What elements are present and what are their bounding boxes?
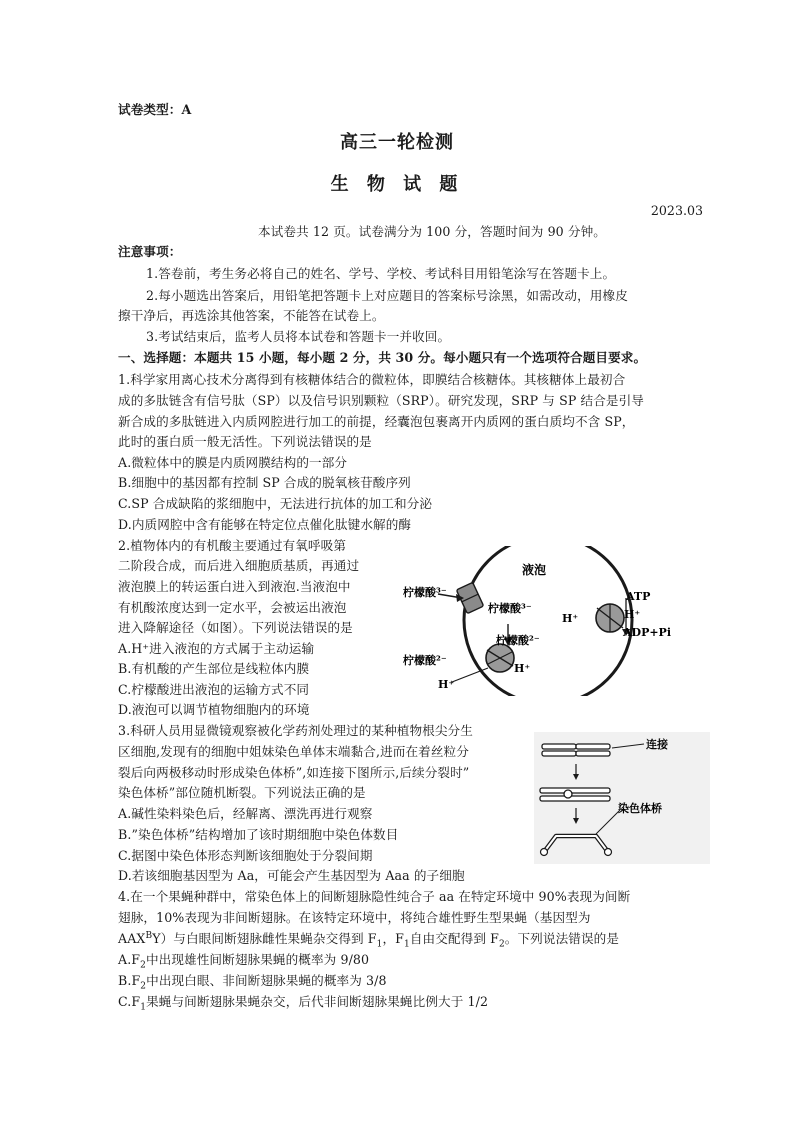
- q3-stem-line-3: 裂后向两极移动时形成染色体桥”,如连接下图所示,后续分裂时”: [118, 765, 470, 780]
- paper-type: 试卷类型：A: [118, 102, 192, 117]
- q2-option-a: A.H⁺进入液泡的方式属于主动运输: [118, 641, 315, 656]
- bridge-label: 染色体桥: [618, 802, 662, 815]
- h-ion-label-right: H⁺: [624, 608, 641, 621]
- q4-stem-line-1: 4.在一个果蝇种群中，常染色体上的间断翅脉隐性纯合子 aa 在特定环境中 90%表现为间断: [118, 889, 631, 904]
- note-item-3: 3.考试结束后，监考人员将本试卷和答题卡一并收回。: [146, 329, 451, 344]
- adp-label: ADP+Pi: [623, 626, 672, 639]
- q3-option-d: D.若该细胞基因型为 Aa，可能会产生基因型为 Aaa 的子细胞: [118, 868, 465, 883]
- q2-option-c: C.柠檬酸进出液泡的运输方式不同: [118, 682, 310, 697]
- q4-stem-line-2: 翅脉，10%表现为非间断翅脉。在该特定环境中，将纯合雄性野生型果蝇（基因型为: [118, 910, 591, 925]
- citrate2-in-label: 柠檬酸²⁻: [496, 634, 540, 647]
- exam-title: 高三一轮检测: [340, 132, 454, 153]
- q2-stem-line-2: 二阶段合成，而后进入细胞质基质，再通过: [118, 558, 360, 573]
- connect-label: 连接: [646, 738, 668, 751]
- h-ion-label-center: H⁺: [562, 612, 579, 625]
- q1-option-d: D.内质网腔中含有能够在特定位点催化肽键水解的酶: [118, 517, 412, 532]
- note-item-2a: 2.每小题选出答案后，用铅笔把答题卡上对应题目的答案标号涂黑，如需改动，用橡皮: [146, 288, 628, 303]
- q2-stem-line-4: 有机酸浓度达到一定水平，会被运出液泡: [118, 600, 347, 615]
- notes-heading: 注意事项：: [118, 244, 182, 259]
- exam-info: 本试卷共 12 页。试卷满分为 100 分，答题时间为 90 分钟。: [258, 224, 606, 239]
- q1-stem-line-2: 成的多肽链含有信号肽（SP）以及信号识别颗粒（SRP）。研究发现，SRP 与 SP 结合是引导: [118, 393, 644, 408]
- q2-stem-line-1: 2.植物体内的有机酸主要通过有氧呼吸第: [118, 538, 347, 553]
- q2-option-d: D.液泡可以调节植物细胞内的环境: [118, 702, 310, 717]
- citrate3-in-label: 柠檬酸³⁻: [488, 602, 532, 615]
- q1-option-a: A.微粒体中的膜是内质网膜结构的一部分: [118, 455, 348, 470]
- note-item-1: 1.答卷前，考生务必将自己的姓名、学号、学校、考试科目用铅笔涂写在答题卡上。: [146, 266, 616, 281]
- vacuole-label: 液泡: [522, 563, 547, 577]
- q1-option-b: B.细胞中的基因都有控制 SP 合成的脱氧核苷酸序列: [118, 475, 411, 490]
- note-item-2b: 擦干净后，再选涂其他答案，不能答在试卷上。: [118, 308, 385, 323]
- q1-stem-line-4: 此时的蛋白质一般无活性。下列说法错误的是: [118, 434, 372, 449]
- q4-option-a: $A.F_2$中出现雄性间断翅脉果蝇的概率为 9/80: [118, 952, 370, 971]
- q3-stem-line-1: 3.科研人员用显微镜观察被化学药剂处理过的某种植物根尖分生: [118, 723, 473, 738]
- q1-option-c: C.SP 合成缺陷的浆细胞中，无法进行抗体的加工和分泌: [118, 496, 433, 511]
- q3-option-c: C.据图中染色体形态判断该细胞处于分裂间期: [118, 848, 373, 863]
- q3-stem-line-4: 染色体桥”部位随机断裂。下列说法正确的是: [118, 785, 366, 800]
- h-ion-label-bottom-in: H⁺: [514, 662, 531, 675]
- q2-option-b: B.有机酸的产生部位是线粒体内膜: [118, 661, 310, 676]
- citrate3-out-label: 柠檬酸³⁻: [403, 586, 447, 599]
- q4-option-c: $C.F_1$果蝇与间断翅脉果蝇杂交，后代非间断翅脉果蝇比例大于 1/2: [118, 994, 489, 1013]
- chromosome-diagram: [534, 732, 710, 864]
- q4-stem-line-3: $AAX^BY$）与白眼间断翅脉雌性果蝇杂交得到 $F_1$，$F_1$自由交配得到 $F_2$。下列说法错误的是: [118, 930, 620, 950]
- vacuole-diagram: [398, 546, 686, 696]
- h-ion-label-bottom-out: H⁺: [438, 678, 455, 691]
- subject-title: 生 物 试 题: [330, 174, 464, 195]
- q3-option-b: B.”染色体桥”结构增加了该时期细胞中染色体数目: [118, 827, 399, 842]
- antiporter-icon: [486, 644, 514, 672]
- q2-stem-line-3: 液泡膜上的转运蛋白进入到液泡.当液泡中: [118, 579, 351, 594]
- vacuole-figure: [398, 546, 686, 696]
- atp-label: ATP: [626, 590, 651, 603]
- q3-option-a: A.碱性染料染色后，经解离、漂洗再进行观察: [118, 806, 373, 821]
- chromosome-bridge-figure: [534, 732, 710, 864]
- q1-stem-line-1: 1.科学家用离心技术分离得到有核糖体结合的微粒体，即膜结合核糖体。其核糖体上最初合: [118, 372, 626, 387]
- section-heading: 一、选择题：本题共 15 小题，每小题 2 分，共 30 分。每小题只有一个选项符合题目要求。: [118, 350, 647, 365]
- q1-stem-line-3: 新合成的多肽链进入内质网腔进行加工的前提，经囊泡包裹离开内质网的蛋白质均不含 SP，: [118, 414, 635, 429]
- atp-pump-icon: [596, 604, 624, 632]
- citrate2-out-label: 柠檬酸²⁻: [403, 654, 447, 667]
- exam-date: 2023.03: [650, 203, 703, 218]
- q4-option-b: $B.F_2$中出现白眼、非间断翅脉果蝇的概率为 3/8: [118, 973, 387, 992]
- q3-stem-line-2: 区细胞,发现有的细胞中姐妹染色单体末端黏合,进而在着丝粒分: [118, 744, 469, 759]
- q2-stem-line-5: 进入降解途径（如图）。下列说法错误的是: [118, 620, 353, 635]
